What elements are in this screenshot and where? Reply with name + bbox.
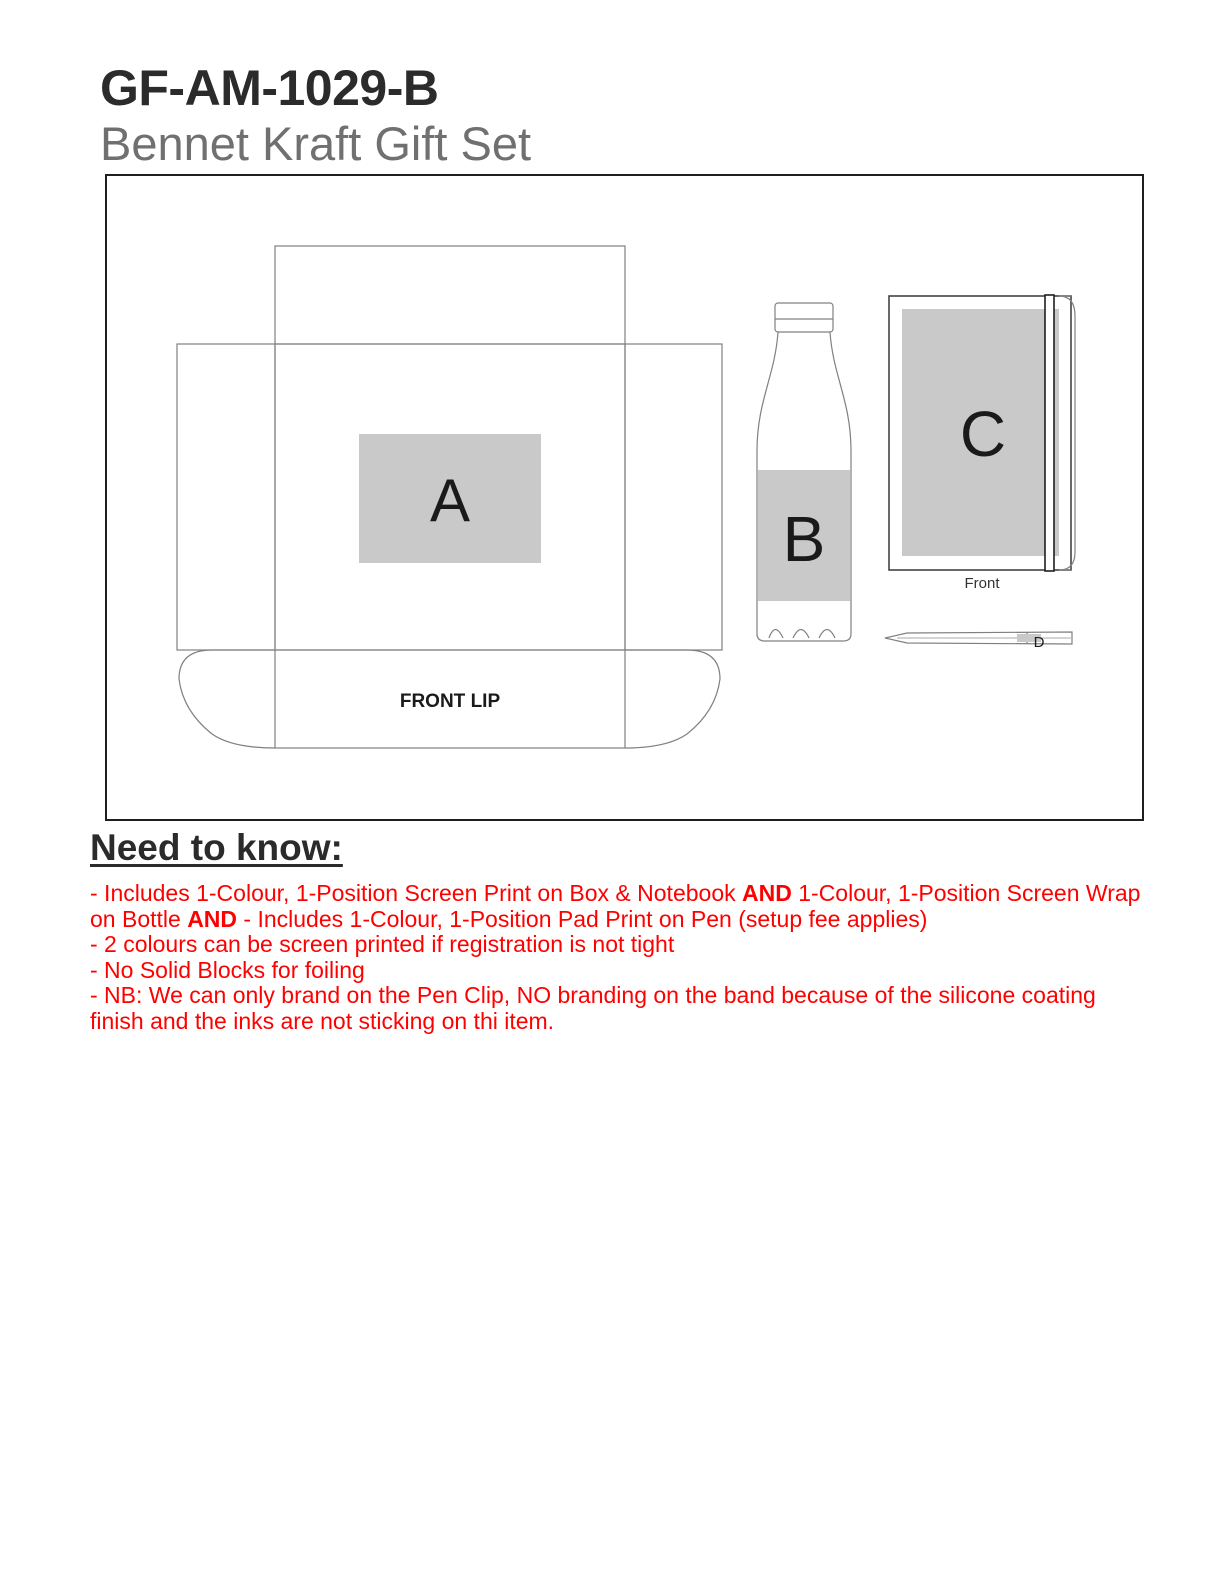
bottle-cap bbox=[775, 303, 833, 332]
note-branding-positions: - Includes 1-Colour, 1-Position Screen Print on Box & Notebook AND 1-Colour, 1-Position Screen Wrap on Bottle AND - Includes 1-Colour, 1-Position Pad Print on Pen (setup fee applies) bbox=[90, 880, 1141, 932]
box-left-tuck bbox=[179, 650, 275, 748]
artwork-frame bbox=[105, 174, 1144, 821]
note-foiling: - No Solid Blocks for foiling bbox=[90, 956, 365, 983]
box-print-label: A bbox=[429, 467, 471, 534]
box-right-tuck bbox=[625, 650, 720, 748]
bottle-print-label: B bbox=[782, 503, 826, 575]
box-left-side bbox=[177, 344, 275, 650]
notebook-print-label: C bbox=[959, 398, 1007, 470]
note-two-colours: - 2 colours can be screen printed if registration is not tight bbox=[90, 931, 675, 958]
artwork-diagram bbox=[107, 176, 1142, 819]
note-pen-clip: - NB: We can only brand on the Pen Clip, NO branding on the band because of the silicone coating finish and the inks are not sticking on thi item. bbox=[90, 982, 1096, 1034]
box-top-flap bbox=[275, 246, 625, 344]
need-to-know-list bbox=[90, 881, 1150, 1035]
notebook-front-caption: Front bbox=[964, 575, 1000, 592]
bottle-base-details bbox=[769, 630, 835, 639]
product-code: GF-AM-1029-B bbox=[100, 60, 439, 116]
need-to-know-heading: Need to know: bbox=[90, 827, 343, 868]
product-name: Bennet Kraft Gift Set bbox=[100, 117, 532, 170]
box-right-side bbox=[625, 344, 722, 650]
pen-print-label: D bbox=[1033, 634, 1045, 651]
notebook-elastic-band bbox=[1045, 295, 1054, 571]
front-lip-label: FRONT LIP bbox=[399, 691, 501, 712]
